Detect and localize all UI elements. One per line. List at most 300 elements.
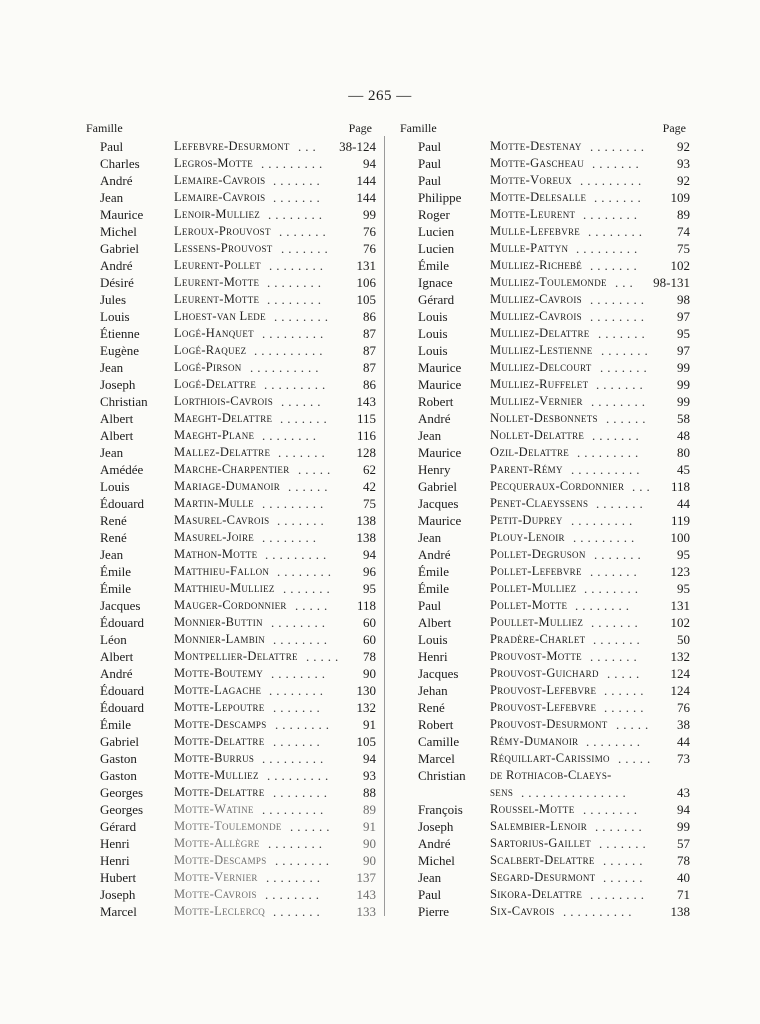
family-name: Montpellier-Delattre [174,649,298,663]
dot-leader: ....... [273,190,324,205]
first-name: Joseph [100,887,136,902]
page-ref: 98-131 [653,275,690,290]
page-ref: 60 [363,615,376,630]
family-name: sens [490,785,514,799]
family-name: Maeght-Delattre [174,411,273,425]
first-name: Gabriel [100,241,139,256]
dot-leader: ....... [596,377,647,392]
dot-leader: ........ [275,717,333,732]
dot-leader: .......... [563,904,636,919]
first-name: Gaston [100,751,137,766]
family-name: Mulliez-Cavrois [490,309,582,323]
page-ref: 132 [356,700,376,715]
dot-leader: ......... [262,326,328,341]
page-ref: 128 [356,445,376,460]
first-name: Jacques [418,666,459,681]
family-name: Mathon-Motte [174,547,258,561]
first-name: André [100,666,133,681]
index-entry [86,325,376,342]
first-name: Robert [418,717,454,732]
family-name: Leurent-Motte [174,275,260,289]
dot-leader: ....... [592,156,643,171]
first-name: Paul [418,887,442,902]
family-name: Salembier-Lenoir [490,819,588,833]
page-ref: 95 [677,547,690,562]
first-name: Jules [100,292,126,307]
family-name: Motte-Leclercq [174,904,266,918]
first-name: Louis [418,632,448,647]
index-entry [86,733,376,750]
index-entry [400,733,690,750]
family-name: Matthieu-Mulliez [174,581,275,595]
index-entry [86,495,376,512]
dot-leader: ....... [273,904,324,919]
first-name: Gérard [100,819,137,834]
dot-leader: ....... [591,615,642,630]
page-ref: 143 [356,887,376,902]
index-entry [86,257,376,274]
page-ref: 130 [356,683,376,698]
page-ref: 124 [670,666,690,681]
dot-leader: ....... [598,326,649,341]
index-entry [400,291,690,308]
dot-leader: ........ [271,615,329,630]
first-name: Émile [418,258,450,273]
dot-leader: ....... [593,632,644,647]
first-name: Louis [418,343,448,358]
dot-leader: ........ [274,309,332,324]
right-column [400,121,690,920]
page-ref: 116 [356,428,376,443]
dot-leader: ....... [594,190,645,205]
dot-leader: ..... [618,751,655,766]
first-name: Jean [418,530,442,545]
first-name: Philippe [418,190,462,205]
dot-leader: ....... [592,428,643,443]
page-ref: 115 [356,411,376,426]
page-header: Page [348,121,372,135]
index-entry [86,784,376,801]
first-name: Albert [100,649,134,664]
page-ref: 98 [677,292,690,307]
dot-leader: ....... [595,819,646,834]
dot-leader: ..... [298,462,335,477]
dot-leader: ........ [583,207,641,222]
page-ref: 76 [363,241,376,256]
index-entry [86,801,376,818]
index-entry [400,852,690,869]
index-entry [86,580,376,597]
first-name: Lucien [418,224,455,239]
page-ref: 118 [670,479,690,494]
family-name: Monnier-Lambin [174,632,266,646]
first-name: Amédée [100,462,144,477]
dot-leader: ........ [273,785,331,800]
dot-leader: ........ [586,734,644,749]
first-name: Émile [418,564,450,579]
family-name: Prouvost-Motte [490,649,582,663]
dot-leader: ....... [278,445,329,460]
first-name: Jean [100,360,124,375]
first-name: Louis [418,326,448,341]
family-name: Matthieu-Fallon [174,564,270,578]
first-name: Christian [100,394,148,409]
index-entry [400,240,690,257]
dot-leader: .......... [250,360,323,375]
dot-leader: ........ [588,224,646,239]
first-name: Michel [100,224,137,239]
page-ref: 96 [363,564,376,579]
index-entry [400,223,690,240]
family-name: Six-Cavrois [490,904,555,918]
index-entry [86,461,376,478]
family-name: Mulliez-Cavrois [490,292,582,306]
page-ref: 94 [363,547,376,562]
dot-leader: ....... [600,360,651,375]
dot-leader: ........ [584,581,642,596]
first-name: Paul [418,598,442,613]
first-name: Maurice [418,360,462,375]
page-ref: 90 [363,836,376,851]
family-name: Motte-Delattre [174,785,265,799]
family-name: Nollet-Desbonnets [490,411,598,425]
dot-leader: ........ [275,853,333,868]
index-entry [400,682,690,699]
family-name: Mulliez-Vernier [490,394,583,408]
index-entry [400,631,690,648]
family-name: Motte-Descamps [174,717,267,731]
first-name: André [100,258,133,273]
dot-leader: ......... [262,496,328,511]
index-entry [400,648,690,665]
dot-leader: ...... [288,479,332,494]
family-name: Nollet-Delattre [490,428,585,442]
family-name: Pradère-Charlet [490,632,586,646]
dot-leader: ........ [271,666,329,681]
family-name: Mulliez-Toulemonde [490,275,607,289]
left-column-header [86,121,376,138]
family-name: Motte-Boutemy [174,666,264,680]
dot-leader: ........ [268,836,326,851]
index-entry [400,886,690,903]
page-ref: 38 [677,717,690,732]
family-name: Mulliez-Ruffelet [490,377,589,391]
page-ref: 91 [363,717,376,732]
family-name: Leurent-Pollet [174,258,261,272]
family-name: Pollet-Lefebvre [490,564,582,578]
index-entry [400,546,690,563]
index-entry [400,495,690,512]
family-name: Logé-Raquez [174,343,247,357]
first-name: René [100,513,127,528]
index-entry [400,155,690,172]
index-entry [400,903,690,920]
dot-leader: ... [632,479,654,494]
index-entry [400,342,690,359]
page-ref: 138 [356,513,376,528]
index-entry [86,716,376,733]
index-entry [86,444,376,461]
dot-leader: ........ [267,292,325,307]
family-name: Pollet-Degruson [490,547,586,561]
first-name: Marcel [418,751,455,766]
page-ref: 95 [363,581,376,596]
index-entry [86,240,376,257]
dot-leader: ..... [295,598,332,613]
page-ref: 43 [677,785,690,800]
first-name: Hubert [100,870,137,885]
dot-leader: ....... [279,224,330,239]
family-name: Parent-Rémy [490,462,563,476]
page-ref: 131 [670,598,690,613]
first-name: Jean [418,870,442,885]
dot-leader: ...... [603,870,647,885]
first-name: Gabriel [100,734,139,749]
first-name: Gaston [100,768,137,783]
first-name: Jean [418,428,442,443]
first-name: Christian [418,768,466,783]
page-ref: 78 [363,649,376,664]
dot-leader: ....... [281,241,332,256]
first-name: Henri [100,836,130,851]
page-ref: 119 [670,513,690,528]
first-name: Édouard [100,496,145,511]
page-ref: 38-124 [339,139,376,154]
dot-leader: ......... [262,802,328,817]
right-entries [400,138,690,920]
family-name: Pecqueraux-Cordonnier [490,479,625,493]
dot-leader: ....... [273,173,324,188]
page-ref: 105 [356,292,376,307]
first-name: André [100,173,133,188]
family-name: Mulliez-Lestienne [490,343,593,357]
index-entry [86,886,376,903]
family-name: Motte-Leurent [490,207,576,221]
dot-leader: ........ [269,683,327,698]
family-name: Roussel-Motte [490,802,575,816]
left-column [86,121,376,920]
family-name: Maeght-Plane [174,428,255,442]
page-ref: 75 [363,496,376,511]
dot-leader: ........ [262,530,320,545]
dot-leader: ........ [590,292,648,307]
dot-leader: ...... [606,411,650,426]
page-ref: 71 [677,887,690,902]
dot-leader: ........ [590,887,648,902]
family-name: Prouvost-Guichard [490,666,599,680]
family-name: Mulle-Pattyn [490,241,569,255]
index-entry [400,784,690,801]
page-ref: 99 [677,394,690,409]
first-name: Michel [418,853,455,868]
first-name: Émile [100,564,132,579]
page-ref: 86 [363,309,376,324]
dot-leader: ......... [264,377,330,392]
page-ref: 97 [677,343,690,358]
page-ref: 138 [356,530,376,545]
dot-leader: ....... [590,564,641,579]
page-ref: 93 [363,768,376,783]
family-name: Motte-Toulemonde [174,819,282,833]
page-ref: 88 [363,785,376,800]
dot-leader: ......... [573,530,639,545]
family-name: Lenoir-Mulliez [174,207,261,221]
first-name: Henry [418,462,451,477]
family-name: Lhoest-van Lede [174,309,266,323]
index-entry [86,648,376,665]
page-ref: 106 [356,275,376,290]
first-name: Joseph [418,819,454,834]
first-name: Maurice [100,207,144,222]
family-name: Lefebvre-Desurmont [174,139,290,153]
dot-leader: ....... [596,496,647,511]
first-name: Édouard [100,683,145,698]
first-name: René [100,530,127,545]
first-name: Paul [418,139,442,154]
family-name: Motte-Mulliez [174,768,259,782]
index-entry [400,308,690,325]
page-ref: 99 [677,819,690,834]
page-ref: 60 [363,632,376,647]
family-name: Logé-Pirson [174,360,242,374]
first-name: Ignace [418,275,453,290]
family-name: Mariage-Dumanoir [174,479,281,493]
dot-leader: ....... [273,700,324,715]
dot-leader: ..... [607,666,644,681]
family-name: Sartorius-Gaillet [490,836,592,850]
family-name: Lessens-Prouvost [174,241,273,255]
index-entry [400,393,690,410]
dot-leader: ........ [268,207,326,222]
family-name: Mulliez-Delcourt [490,360,592,374]
dot-leader: ........ [267,275,325,290]
dot-leader: .......... [571,462,644,477]
first-name: Paul [100,139,124,154]
page-ref: 89 [677,207,690,222]
index-entry [400,597,690,614]
index-entry [86,274,376,291]
page-ref: 87 [363,360,376,375]
first-name: Gabriel [418,479,457,494]
first-name: Pierre [418,904,450,919]
index-entry [400,512,690,529]
family-name: Réquillart-Carissimo [490,751,610,765]
page-ref: 50 [677,632,690,647]
family-name: Lemaire-Cavrois [174,173,266,187]
page-ref: 105 [356,734,376,749]
family-name: Motte-Vernier [174,870,258,884]
dot-leader: ......... [571,513,637,528]
index-entry [86,665,376,682]
first-name: Jacques [100,598,141,613]
index-entry [86,189,376,206]
dot-leader: ........ [277,564,335,579]
page-ref: 62 [363,462,376,477]
family-name: Motte-Burrus [174,751,255,765]
family-name: Petit-Duprey [490,513,563,527]
index-entry [86,172,376,189]
first-name: Émile [100,717,132,732]
page-ref: 78 [677,853,690,868]
family-name: Prouvost-Lefebvre [490,700,597,714]
index-entry [400,614,690,631]
dot-leader: ....... [594,547,645,562]
dot-leader: ....... [273,734,324,749]
index-entry [400,206,690,223]
page-ref: 42 [363,479,376,494]
index-entry [400,835,690,852]
dot-leader: ...... [290,819,334,834]
index-entry [400,189,690,206]
first-name: Henri [100,853,130,868]
page-ref: 44 [677,496,690,511]
index-entry [86,631,376,648]
index-entry [400,580,690,597]
index-entry [400,529,690,546]
dot-leader: ....... [599,836,650,851]
dot-leader: ........ [575,598,633,613]
first-name: Léon [100,632,127,647]
index-entry [86,818,376,835]
index-entry [86,427,376,444]
index-entry [86,750,376,767]
first-name: Henri [418,649,448,664]
dot-leader: ....... [601,343,652,358]
first-name: René [418,700,445,715]
index-entry [400,172,690,189]
page-ref: 93 [677,156,690,171]
index-entry [400,410,690,427]
index-entry [400,818,690,835]
index-entry [400,869,690,886]
index-entry [86,308,376,325]
dot-leader: ........ [262,428,320,443]
index-entry [86,699,376,716]
dot-leader: ......... [261,156,327,171]
page-ref: 90 [363,666,376,681]
first-name: Paul [418,156,442,171]
page-ref: 74 [677,224,690,239]
family-name: Logé-Hanquet [174,326,254,340]
page-ref: 58 [677,411,690,426]
page-ref: 99 [363,207,376,222]
dot-leader: ... [298,139,320,154]
family-name: Penet-Claeyssens [490,496,589,510]
page-ref: 131 [356,258,376,273]
dot-leader: ........ [266,870,324,885]
index-entry [400,563,690,580]
first-name: Georges [100,785,144,800]
dot-leader: ........ [265,887,323,902]
first-name: Marcel [100,904,137,919]
first-name: Étienne [100,326,140,341]
index-entry [86,835,376,852]
page-ref: 48 [677,428,690,443]
family-name: Motte-Cavrois [174,887,257,901]
page-number: — 265 — [348,88,412,104]
dot-leader: ......... [265,547,331,562]
index-entry [400,665,690,682]
family-name: Masurel-Joire [174,530,255,544]
dot-leader: ....... [277,513,328,528]
page-ref: 97 [677,309,690,324]
index-entry [86,529,376,546]
page-ref: 102 [670,258,690,273]
family-header: Famille [86,121,123,135]
index-entry [400,325,690,342]
family-name: de Rothiacob-Claeys- [490,768,612,782]
page-ref: 100 [670,530,690,545]
